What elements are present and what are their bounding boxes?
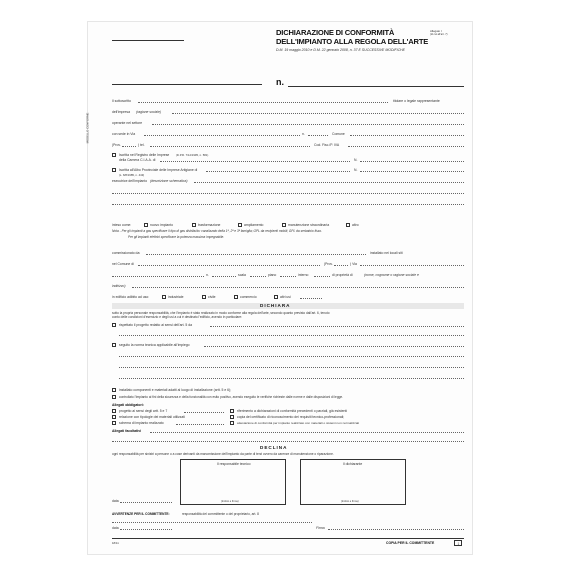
responsabile-box[interactable] (180, 459, 286, 505)
albo-label: Iscritta all'Albo Provinciale delle Imprese Artigiane di (119, 168, 198, 172)
commercio-label: commercio (240, 295, 257, 299)
tel-field[interactable] (150, 146, 310, 147)
loc-n-label: n. (206, 273, 209, 277)
nuovo-impianto-label: nuovo impianto (150, 223, 173, 227)
dichiara-intro1: sotto la propria personale responsabilità, che l'impianto è stato realizzato in modo conforme alla regola dell'arte, secondo quanto previsto dall'art. 6, tenuto (112, 311, 330, 315)
esecutrice-field[interactable] (194, 182, 464, 183)
cod-fisc-label: Cod. Fisc./P. IVA (314, 143, 340, 147)
nuovo-impianto-checkbox[interactable] (144, 223, 148, 227)
comune-field[interactable] (350, 135, 464, 136)
declina-heading: DECLINA (260, 445, 288, 450)
declina-text: ogni responsabilità per sinistri a persone o a cose derivanti da manomissione dell'impianto da parte di terzi ovvero da carenze di manutenzione o riparazione. (112, 452, 334, 456)
nota-gas: Nota - Per gli impianti a gas specificare il tipo di gas distribuito: canalizzato della 1ª, 2ª e 3ª famiglia; GPL da recipienti mobili; GPL da serbatoio fisso. (112, 229, 323, 233)
loc-prov-label: (Prov. (324, 262, 333, 266)
data-label: data (112, 499, 119, 503)
title-line2: DELL'IMPIANTO ALLA REGOLA DELL'ARTE (276, 37, 429, 46)
altro-label: altro (352, 223, 359, 227)
norma-field-4[interactable] (119, 378, 464, 379)
indirizzo-field[interactable] (132, 287, 464, 288)
title-line1: DICHIARAZIONE DI CONFORMITÀ (276, 28, 395, 37)
sede-n-label: n. (302, 132, 305, 136)
allegato-sub: (di cui all'art. 7) (430, 33, 448, 36)
progetto-label: rispettato il progetto redatto ai sensi dell'art. 5 da (119, 323, 193, 327)
subtitle: D.M. 19 maggio 2010 e D.M. 22 gennaio 2008, n. 37 E SUCCESSIVE MODIFICHE (276, 48, 405, 52)
installato-label: installato nei locali siti (370, 251, 403, 255)
commercio-checkbox[interactable] (234, 295, 238, 299)
registro-checkbox[interactable] (112, 153, 116, 157)
progetto-field[interactable] (210, 326, 464, 327)
componenti-checkbox[interactable] (112, 388, 116, 392)
all-certificato-checkbox[interactable] (230, 415, 234, 419)
esecutrice-desc: (descrizione schematica) (150, 179, 188, 183)
allegato-label: Allegato I (430, 29, 442, 33)
altri-usi-label: altri usi (280, 295, 291, 299)
cod-fisc-field[interactable] (348, 146, 464, 147)
dichiarante-box[interactable] (300, 459, 406, 505)
esecutrice-label: esecutrice dell'impianto (112, 179, 148, 183)
albo-n-label: N. (354, 168, 358, 172)
commissionato-field[interactable] (146, 254, 366, 255)
allegati-obbligatori-label: Allegati obbligatori: (112, 403, 144, 407)
titolare-label: titolare o legale rappresentante (393, 99, 440, 103)
all-progetto-label: progetto ai sensi degli artt. 5 e 7 (119, 409, 168, 413)
progetto-field-2[interactable] (119, 335, 464, 336)
edificio-label: in edificio adibito ad uso: (112, 295, 150, 299)
footer-rule (112, 538, 464, 539)
norma-field-3[interactable] (119, 367, 464, 368)
firma-label: Firma (316, 526, 325, 530)
dichiarante-label: Il dichiarante (343, 462, 363, 466)
prov-field[interactable] (122, 146, 136, 147)
loc-comune-label: nel Comune di (112, 262, 134, 266)
all-riferimento-label: riferimento a dichiarazioni di conformità precedenti o parziali, già esistenti (237, 409, 348, 413)
form-sheet (85, 22, 472, 554)
responsabile-label: Il responsabile tecnico (217, 462, 251, 466)
sede-label: con sede in Via (112, 132, 136, 136)
all-schema-label: schema di impianto realizzato (119, 421, 164, 425)
dichiara-intro2: conto delle condizioni d'esercizio e degli usi a cui è destinato l'edificio, avendo in particolare: (112, 315, 243, 319)
trasformazione-label: trasformazione (198, 223, 221, 227)
footer-data-field[interactable] (120, 529, 172, 530)
esecutrice-field-3[interactable] (112, 204, 464, 205)
scala-label: scala (238, 273, 246, 277)
sottoscritto-field[interactable] (138, 102, 388, 103)
camera-field[interactable] (160, 161, 350, 162)
scala-field[interactable] (250, 276, 266, 277)
indirizzo-label: indirizzo) (112, 284, 126, 288)
avvertenze-field[interactable] (112, 522, 312, 523)
loc-n-field[interactable] (212, 276, 236, 277)
all-relazione-checkbox[interactable] (112, 415, 116, 419)
sede-field[interactable] (144, 135, 300, 136)
ragione-sociale-label: (ragione sociale) (136, 110, 162, 114)
albo-field[interactable] (206, 171, 350, 172)
responsabile-timbro: (timbro e firma) (221, 500, 239, 503)
all-schema-checkbox[interactable] (112, 421, 116, 425)
operante-label: operante nel settore (112, 121, 143, 125)
trasformazione-checkbox[interactable] (192, 223, 196, 227)
registro-ref: (D.P.R. 7/12/1995, n. 581) (176, 153, 209, 157)
dichiara-heading: DICHIARA (260, 303, 291, 308)
ampliamento-checkbox[interactable] (238, 223, 242, 227)
all-attestazione-checkbox[interactable] (230, 421, 234, 425)
number-field[interactable] (288, 86, 464, 87)
copia-number-box (454, 540, 462, 546)
piano-field[interactable] (280, 276, 296, 277)
operante-field[interactable] (152, 124, 464, 125)
loc-via-label: ) Via (350, 262, 357, 266)
loc-comune-field[interactable] (138, 265, 320, 266)
albo-checkbox[interactable] (112, 168, 116, 172)
all-attestazione-label: attestazione di conformità per impianto realizzato con materiali o sistemi non normalizzati (237, 421, 360, 425)
allegati-facoltativi-field[interactable] (150, 432, 464, 433)
impresa-field[interactable] (172, 113, 464, 114)
footer-data-label: data (112, 526, 119, 530)
firma-field[interactable] (328, 529, 464, 530)
avvertenze-label: AVVERTENZE PER IL COMMITTENTE: (112, 512, 170, 516)
all-relazione-label: relazione con tipologie dei materiali utilizzati (119, 415, 185, 419)
camera-label: della Camera C.I.A.A. di (119, 158, 156, 162)
all-certificato-label: copia del certificato di riconoscimento dei requisiti tecnico-professionali; (237, 415, 345, 419)
top-left-rule (112, 40, 184, 41)
all-riferimento-checkbox[interactable] (230, 409, 234, 413)
controllato-checkbox[interactable] (112, 395, 116, 399)
altri-usi-field[interactable] (300, 298, 322, 299)
componenti-label: installato componenti e materiali adatti al luogo di installazione (artt. 5 e 6); (119, 388, 232, 392)
interno-field[interactable] (314, 276, 330, 277)
loc-addr-field[interactable] (112, 276, 204, 277)
controllato-label: controllato l'impianto ai fini della sicurezza e della funzionalità con esito positivo, avendo eseguito le verifiche richieste dalle norme e dalle disposizioni di legge. (119, 395, 344, 399)
albo-n-field[interactable] (360, 171, 464, 172)
allegati-facoltativi-field-2[interactable] (112, 441, 464, 442)
side-label: MODELLO CONFORME (85, 112, 90, 144)
allegati-facoltativi-label: Allegati facoltativi (112, 429, 142, 433)
loc-via-field[interactable] (360, 265, 464, 266)
copia-number: 1 (457, 541, 460, 546)
impresa-label: dell'impresa (112, 110, 130, 114)
intesa-label: inteso come: (112, 223, 132, 227)
norma-label: seguito la norma tecnica applicabile all'impiego (119, 343, 190, 347)
all-schema-field[interactable] (176, 424, 224, 425)
form-code: 18/11 (112, 541, 119, 545)
avvertenze-text: responsabilità del committente o del proprietario, art. 8 (182, 512, 259, 516)
loc-prov-field[interactable] (334, 265, 348, 266)
albo-ref: (L. 8/8/1985, n. 443) (119, 173, 145, 177)
comune-label: Comune (332, 132, 345, 136)
prov-label: (Prov. (112, 143, 121, 147)
civile-label: civile (208, 295, 216, 299)
norma-field[interactable] (204, 346, 464, 347)
header-rule (112, 84, 262, 85)
industriale-label: industriale (168, 295, 184, 299)
data-field[interactable] (120, 502, 172, 503)
dichiarante-timbro: (timbro e firma) (341, 500, 359, 503)
camera-n-field[interactable] (360, 161, 464, 162)
interno-label: interno (298, 273, 309, 277)
sede-n-field[interactable] (308, 135, 328, 136)
piano-label: piano (268, 273, 277, 277)
manutenzione-checkbox[interactable] (282, 223, 286, 227)
nota-elettrici: Per gli impianti elettrici specificare la potenza massima impegnabile. (128, 235, 225, 239)
altri-usi-checkbox[interactable] (274, 295, 278, 299)
sottoscritto-label: Il sottoscritto (112, 99, 132, 103)
copia-label: COPIA PER IL COMMITTENTE (386, 541, 435, 545)
commissionato-label: commissionato da: (112, 251, 141, 255)
norma-checkbox[interactable] (112, 343, 116, 347)
number-label: n. (276, 77, 284, 87)
manutenzione-label: manutenzione straordinaria (288, 223, 330, 227)
progetto-checkbox[interactable] (112, 323, 116, 327)
registro-label: Iscritta nel Registro delle Imprese (119, 153, 170, 157)
all-progetto-field[interactable] (184, 412, 224, 413)
proprieta-desc: (nome, cognome o ragione sociale e (364, 273, 419, 277)
industriale-checkbox[interactable] (162, 295, 166, 299)
all-progetto-checkbox[interactable] (112, 409, 116, 413)
camera-n-label: N. (354, 158, 358, 162)
ampliamento-label: ampliamento (244, 223, 264, 227)
side-label-box (85, 90, 108, 170)
norma-field-2[interactable] (119, 356, 464, 357)
esecutrice-field-2[interactable] (112, 193, 464, 194)
altro-checkbox[interactable] (346, 223, 350, 227)
tel-label: ) tel. (138, 143, 145, 147)
civile-checkbox[interactable] (202, 295, 206, 299)
proprieta-label: di proprietà di (332, 273, 353, 277)
